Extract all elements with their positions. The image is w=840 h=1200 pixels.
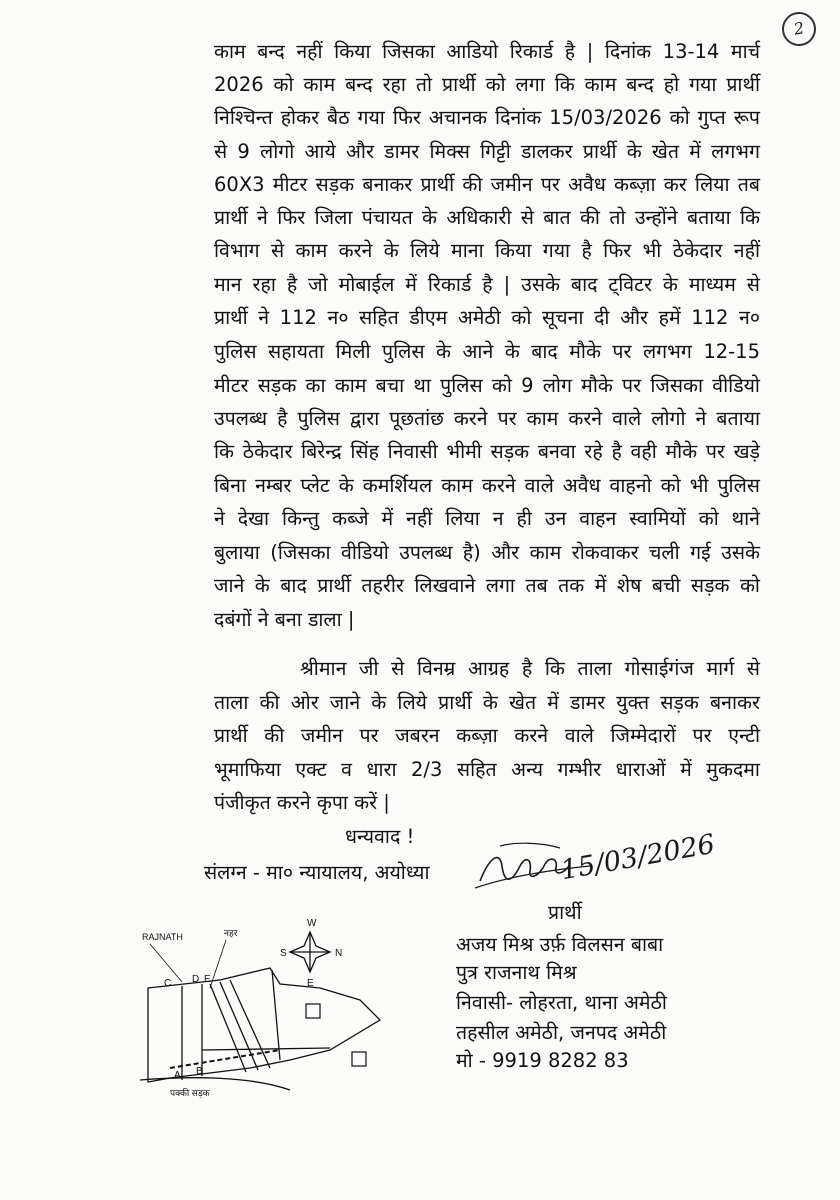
page-number-circle: 2: [779, 9, 818, 48]
point-e-label: E: [204, 974, 211, 985]
signature-date: 15/03/2026: [558, 828, 718, 887]
house-symbol-icon: [306, 1004, 320, 1018]
applicant-mobile: मो - 9919 8282 83: [456, 1049, 629, 1072]
enclosure-text: संलग्न - मा० न्यायालय, अयोध्या: [204, 861, 430, 884]
compass-e-label: E: [307, 978, 314, 989]
body-line: दबंगों ने बना डाला |: [214, 608, 355, 631]
plot-boundaries: [148, 968, 380, 1082]
applicant-label: प्रार्थी: [548, 901, 582, 924]
compass-icon: [290, 932, 330, 972]
body-line: जाने के बाद प्रार्थी तहरीर लिखवाने लगा तब तक में शेष बची सड़क को: [214, 574, 760, 597]
compass-n-label: N: [335, 948, 343, 959]
request-line: भूमाफिया एक्ट व धारा 2/3 सहित अन्य गम्भीर धाराओं में मुकदमा: [214, 758, 760, 781]
applicant-father: पुत्र राजनाथ मिश्र: [456, 961, 577, 984]
point-b-label: B: [196, 1066, 203, 1077]
compass-s-label: S: [280, 948, 287, 959]
applicant-name: अजय मिश्र उर्फ़ विलसन बाबा: [456, 933, 664, 956]
request-line: ताला की ओर जाने के लिये प्रार्थी के खेत में डामर युक्त सड़क बनाकर: [214, 691, 760, 714]
body-line: बिना नम्बर प्लेट के कमर्शियल काम करने वाले अवैध वाहनो को भी पुलिस: [214, 474, 760, 497]
body-line: उपलब्ध है पुलिस द्वारा पूछतांछ करने पर काम करने वाले लोगो ने बताया: [214, 407, 760, 430]
body-line: काम बन्द नहीं किया जिसका आडियो रिकार्ड है | दिनांक 13-14 मार्च: [214, 40, 760, 63]
applicant-address: निवासी- लोहरता, थाना अमेठी: [456, 991, 667, 1014]
pakki-sadak-label: पक्की सड़क: [170, 1088, 210, 1098]
point-c-label: C: [164, 978, 172, 989]
body-line: पुलिस सहायता मिली पुलिस के आने के बाद मौके पर लगभग 12-15: [214, 340, 760, 363]
body-line: मीटर सड़क का काम बचा था पुलिस को 9 लोग मौके पर जिसका वीडियो: [214, 374, 760, 397]
thanks-text: धन्यवाद !: [345, 825, 415, 848]
body-line: निश्चिन्त होकर बैठ गया फिर अचानक दिनांक 15/03/2026 को गुप्त रूप: [214, 106, 760, 129]
request-line: पंजीकृत करने कृपा करें |: [214, 791, 390, 814]
body-line: 60X3 मीटर सड़क बनाकर प्रार्थी की जमीन पर अवैध कब्ज़ा कर लिया तब: [214, 173, 760, 196]
applicant-tehsil: तहसील अमेठी, जनपद अमेठी: [456, 1021, 667, 1044]
body-line: कि ठेकेदार बिरेन्द्र सिंह निवासी भीमी सड़क बनवा रहे है वही मौके पर खड़े: [214, 440, 760, 463]
site-sketch-map: [130, 900, 410, 1100]
body-line: विभाग से काम करने के लिये माना किया गया है फिर भी ठेकेदार नहीं: [214, 239, 760, 262]
request-line: श्रीमान जी से विनम्र आग्रह है कि ताला गोसाईगंज मार्ग से: [300, 657, 760, 680]
body-line: से 9 लोगो आये और डामर मिक्स गिट्टी डालकर प्रार्थी के खेत में लगभग: [214, 140, 760, 163]
body-line: प्रार्थी ने फिर जिला पंचायत के अधिकारी से बात की तो उन्होंने बताया कि: [214, 206, 760, 229]
body-line: 2026 को काम बन्द रहा तो प्रार्थी को लगा कि काम बन्द हो गया प्रार्थी: [214, 73, 760, 96]
point-d-label: D: [192, 974, 200, 985]
body-line: बुलाया (जिसका वीडियो उपलब्ध है) और काम रोकवाकर चली गई उसके: [214, 541, 760, 564]
nahar-label: नहर: [224, 928, 238, 938]
body-line: मान रहा है जो मोबाईल में रिकार्ड है | उसके बाद ट्विटर के माध्यम से: [214, 273, 760, 296]
point-a-label: A: [174, 1070, 181, 1081]
request-line: प्रार्थी की जमीन पर जबरन कब्ज़ा करने वाले जिम्मेदारों पर एन्टी: [214, 724, 760, 747]
compass-w-label: W: [307, 918, 317, 929]
body-line: ने देखा किन्तु कब्जे में नहीं लिया न ही उन वाहन स्वामियों को थाने: [214, 507, 760, 530]
rajnath-label: RAJNATH: [142, 932, 183, 942]
house-symbol-icon: [352, 1052, 366, 1066]
body-line: प्रार्थी ने 112 न० सहित डीएम अमेठी को सूचना दी और हमें 112 न०: [214, 306, 760, 329]
